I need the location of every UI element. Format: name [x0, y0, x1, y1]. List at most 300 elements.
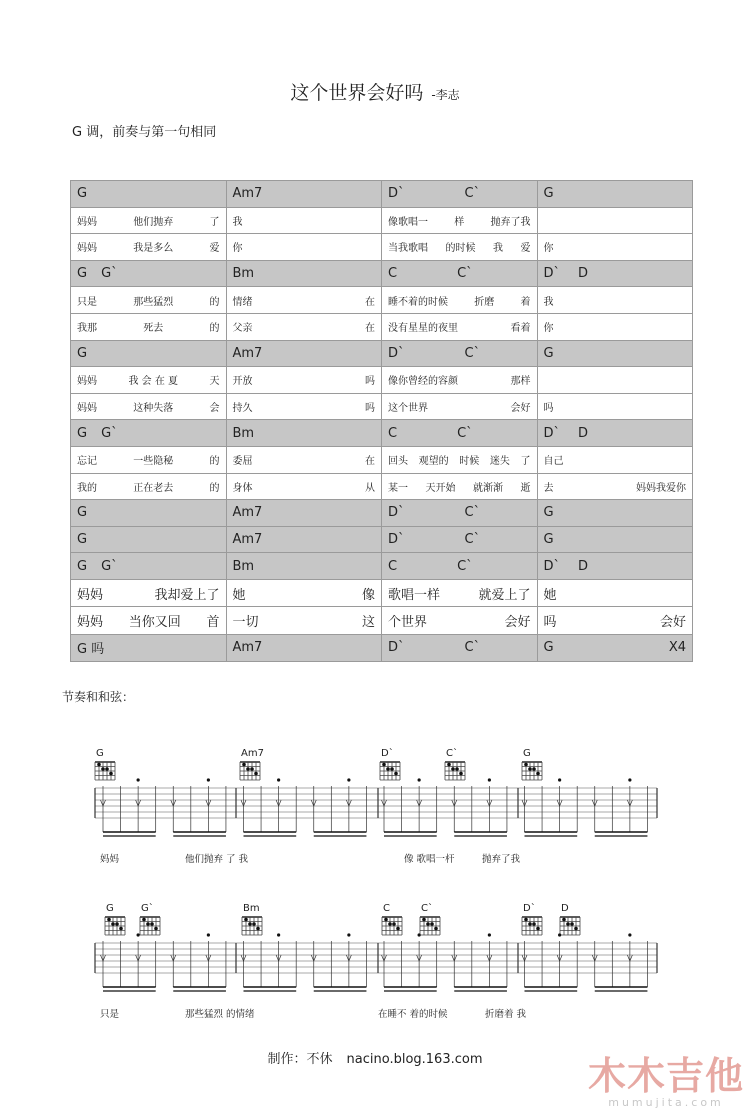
lyric-text: 你 — [543, 323, 554, 335]
table-cell — [537, 340, 693, 367]
lyric-row — [71, 446, 693, 473]
table-cell — [226, 393, 382, 420]
chord-diagram-icon — [140, 917, 160, 935]
table-cell — [382, 313, 538, 340]
lyric-text: 歌唱一样 — [388, 587, 441, 603]
lyric-row — [71, 287, 693, 314]
blog-url[interactable]: nacino.blog.163.com — [346, 1052, 483, 1067]
table-cell — [537, 473, 693, 500]
finger-dot — [394, 772, 398, 776]
lyric-text: 在 — [365, 456, 375, 468]
chord-label: C` — [457, 558, 473, 574]
key-note: G 调，前奏与第一句相同 — [72, 125, 217, 140]
watermark-logo — [586, 1056, 746, 1109]
cell-content — [544, 426, 687, 441]
chord-label: G — [543, 532, 554, 548]
accent-dot — [277, 778, 280, 781]
cell-content — [233, 559, 376, 574]
accent-dot — [558, 933, 561, 936]
chord-diagram-icon — [445, 762, 465, 780]
chord-diagram-label: G — [106, 903, 114, 914]
cell-content — [77, 346, 220, 361]
table-cell — [537, 393, 693, 420]
finger-dot — [528, 922, 532, 926]
accent-dot — [628, 933, 631, 936]
cell-content — [388, 426, 531, 441]
table-cell — [382, 260, 538, 287]
lyric-text: 的 — [209, 296, 220, 308]
lyric-text: 像歌唱一 — [388, 216, 428, 228]
lyric-text: 妈妈 — [77, 615, 104, 631]
cell-content — [388, 186, 531, 201]
finger-dot — [256, 927, 260, 931]
chord-label: Bm — [232, 425, 255, 441]
cell-content — [544, 611, 687, 630]
table-cell — [226, 313, 382, 340]
lyric-text: 了 — [520, 456, 531, 468]
lyric-row — [71, 313, 693, 340]
table-cell — [382, 207, 538, 234]
table-cell — [226, 446, 382, 473]
lyric-row — [71, 607, 693, 635]
lyric-text: 当你又回 — [128, 615, 181, 631]
finger-dot — [248, 922, 252, 926]
lyric-text: 我 — [493, 243, 503, 255]
lyric-text: 她 — [232, 587, 246, 603]
table-cell — [382, 340, 538, 367]
cell-content — [388, 559, 531, 574]
lyric-text: 这 — [361, 615, 375, 631]
cell-content — [233, 186, 376, 201]
accent-dot — [137, 933, 140, 936]
finger-dot — [532, 922, 536, 926]
lyric-text: 去 — [543, 482, 554, 494]
cell-content — [233, 293, 376, 308]
finger-dot — [150, 922, 154, 926]
lyric-text: 委屈 — [232, 456, 253, 468]
lyric-text: 正在老去 — [133, 482, 174, 494]
table-cell — [226, 367, 382, 394]
chord-row — [71, 553, 693, 580]
table-cell — [382, 473, 538, 500]
table-cell — [71, 207, 227, 234]
cell-content — [233, 452, 376, 467]
table-cell — [226, 340, 382, 367]
lyric-text: 爱 — [520, 243, 531, 255]
chord-label: G — [77, 345, 88, 361]
chord-label: G` — [101, 425, 118, 441]
chord-diagram-label: G — [96, 748, 104, 759]
chord-label: G 吗 — [77, 642, 105, 658]
chord-label: Am7 — [232, 640, 263, 656]
lyric-text: 睡不着的时候 — [388, 296, 448, 308]
chord-label: G — [77, 186, 88, 202]
lyric-text: 爱 — [209, 243, 220, 255]
table-cell — [226, 473, 382, 500]
lyric-text: 这个世界 — [388, 403, 428, 415]
table-cell — [537, 313, 693, 340]
accent-dot — [207, 933, 210, 936]
cell-content — [233, 611, 376, 630]
chord-lyric-table — [70, 180, 693, 662]
cell-content — [388, 640, 531, 655]
chord-label: G — [77, 505, 88, 521]
chord-label: G — [543, 345, 554, 361]
chord-label: C` — [457, 425, 473, 441]
lyric-text: 在 — [365, 296, 375, 308]
cell-content — [233, 346, 376, 361]
chord-row — [71, 500, 693, 527]
accent-dot — [207, 778, 210, 781]
lyric-text: 持久 — [232, 403, 253, 415]
chord-label: D` — [543, 266, 561, 282]
lyric-text: 的 — [209, 323, 220, 335]
table-cell — [382, 393, 538, 420]
finger-dot — [430, 922, 434, 926]
lyric-text: 的 — [209, 456, 220, 468]
chord-diagram-label: C` — [446, 748, 458, 759]
table-cell — [71, 500, 227, 527]
lyric-text: 折磨 — [474, 296, 495, 308]
finger-dot — [250, 767, 254, 771]
lyric-text: 一切 — [232, 615, 259, 631]
cell-content — [233, 213, 376, 228]
finger-dot — [101, 767, 105, 771]
table-cell — [226, 579, 382, 607]
cell-content — [233, 584, 376, 603]
table-cell — [226, 260, 382, 287]
table-cell — [226, 420, 382, 447]
lyric-text: 我 — [543, 296, 554, 308]
chord-diagram-label: G` — [141, 903, 154, 914]
accent-dot — [628, 778, 631, 781]
lyric-text: 了 — [209, 216, 220, 228]
chord-diagram-icon — [380, 762, 400, 780]
lyric-text: 吗 — [365, 376, 375, 388]
cell-content — [544, 266, 687, 281]
finger-dot — [97, 763, 101, 767]
cell-content — [77, 372, 220, 387]
finger-dot — [111, 922, 115, 926]
finger-dot — [396, 927, 400, 931]
table-cell — [71, 553, 227, 580]
lyric-text: 自己 — [543, 456, 564, 468]
chord-row — [71, 634, 693, 661]
chord-label: G — [77, 266, 88, 282]
cell-content — [544, 505, 687, 520]
table-cell — [382, 367, 538, 394]
rhythm-system-2 — [0, 895, 750, 1039]
finger-dot — [574, 927, 578, 931]
chord-diagram-icon — [522, 762, 542, 780]
table-cell — [537, 287, 693, 314]
finger-dot — [105, 767, 109, 771]
lyric-text: 首 — [206, 615, 220, 631]
cell-content — [544, 479, 687, 494]
lyric-text: 当我歌唱 — [388, 243, 428, 255]
rhythm-lyric: 抛弃了我 — [482, 854, 521, 865]
table-cell — [71, 234, 227, 261]
cell-content — [77, 638, 220, 657]
chord-row — [71, 526, 693, 553]
table-cell — [71, 526, 227, 553]
table-cell — [382, 526, 538, 553]
finger-dot — [115, 922, 119, 926]
cell-content — [233, 532, 376, 547]
table-cell — [71, 313, 227, 340]
cell-content — [388, 399, 531, 414]
lyric-text: 我的 — [77, 482, 97, 494]
cell-content — [544, 559, 687, 574]
rhythm-system-1 — [0, 740, 750, 884]
chord-row — [71, 260, 693, 287]
cell-content — [233, 266, 376, 281]
table-cell — [382, 500, 538, 527]
accent-dot — [558, 778, 561, 781]
chord-diagram-label: C` — [421, 903, 433, 914]
lyric-text: 你 — [232, 243, 243, 255]
lyric-row — [71, 393, 693, 420]
lyric-text: 像你曾经的容颜 — [388, 376, 458, 388]
table-cell — [71, 420, 227, 447]
chord-label: G — [543, 640, 554, 656]
lyric-text: 就渐渐 — [473, 482, 503, 494]
finger-dot — [528, 767, 532, 771]
cell-content — [77, 505, 220, 520]
lyric-text: 身体 — [232, 482, 253, 494]
cell-content — [544, 346, 687, 361]
chord-label: C — [388, 558, 398, 574]
table-cell — [537, 260, 693, 287]
accent-dot — [277, 933, 280, 936]
lyric-text: 那样 — [510, 376, 531, 388]
lyric-text: 会好 — [659, 615, 686, 631]
finger-dot — [146, 922, 150, 926]
chord-label: D` — [388, 345, 405, 361]
finger-dot — [566, 922, 570, 926]
cell-content — [77, 186, 220, 201]
lyric-text: 妈妈 — [77, 587, 104, 603]
cell-content — [77, 532, 220, 547]
cell-content — [77, 213, 220, 228]
finger-dot — [109, 772, 113, 776]
cell-content — [233, 372, 376, 387]
chord-row — [71, 181, 693, 208]
table-cell — [71, 340, 227, 367]
lyric-text: 一些隐秘 — [133, 456, 174, 468]
lyric-row — [71, 473, 693, 500]
chord-diagram-label: D` — [523, 903, 536, 914]
lyric-text: 吗 — [543, 403, 554, 415]
finger-dot — [386, 767, 390, 771]
rhythm-lyric: 那些猛烈 的情绪 — [185, 1009, 255, 1020]
chord-label: C` — [464, 640, 481, 656]
finger-dot — [536, 772, 540, 776]
finger-dot — [536, 927, 540, 931]
cell-content — [388, 611, 531, 630]
finger-dot — [390, 767, 394, 771]
lyric-text: 在 — [365, 323, 375, 335]
cell-content — [77, 319, 220, 334]
table-cell — [537, 553, 693, 580]
cell-content — [77, 293, 220, 308]
lyric-text: 会 — [209, 403, 220, 415]
rhythm-lyric: 只是 — [100, 1009, 120, 1020]
chord-diagram-label: Bm — [243, 903, 260, 914]
chord-label: C` — [464, 345, 481, 361]
lyric-text: 没有星星的夜里 — [388, 323, 458, 335]
chord-label: D` — [543, 558, 561, 574]
finger-dot — [392, 922, 396, 926]
lyric-text: 我却爱上了 — [154, 587, 220, 603]
chord-label: D` — [388, 640, 405, 656]
lyric-row — [71, 234, 693, 261]
table-cell — [71, 473, 227, 500]
lyric-text: 我 会 在 夏 — [128, 376, 179, 388]
lyric-text: 天 — [209, 376, 220, 388]
lyric-text: 就爱上了 — [478, 587, 531, 603]
cell-content — [544, 293, 687, 308]
lyric-text: 会好 — [510, 403, 531, 415]
finger-dot — [107, 918, 111, 922]
chord-label: D` — [388, 532, 405, 548]
lyric-text: 逝 — [520, 482, 531, 494]
table-cell — [226, 287, 382, 314]
lyric-row — [71, 207, 693, 234]
chord-diagram-icon — [95, 762, 115, 780]
table-cell — [71, 287, 227, 314]
chord-row — [71, 420, 693, 447]
cell-content — [388, 532, 531, 547]
cell-content — [544, 584, 687, 603]
lyric-text: 她 — [543, 587, 557, 603]
rhythm-staff-1 — [0, 740, 750, 880]
finger-dot — [244, 918, 248, 922]
lyric-text: 看着 — [510, 323, 531, 335]
chord-label: G — [543, 505, 554, 521]
table-cell — [537, 234, 693, 261]
table-cell — [71, 579, 227, 607]
chord-label: C` — [464, 532, 481, 548]
chord-diagram-icon — [242, 917, 262, 935]
chord-label: D` — [388, 505, 405, 521]
rhythm-lyric: 他们抛弃 了 我 — [185, 854, 249, 865]
finger-dot — [242, 763, 246, 767]
cell-content — [544, 640, 687, 655]
accent-dot — [418, 778, 421, 781]
artist-name: -李志 — [431, 88, 460, 102]
chord-label: G — [543, 186, 554, 202]
lyric-text: 只是 — [77, 296, 97, 308]
table-cell — [382, 287, 538, 314]
table-cell — [537, 579, 693, 607]
lyric-text: 个世界 — [388, 615, 428, 631]
table-cell — [71, 607, 227, 635]
chord-label: D` — [388, 186, 405, 202]
lyric-text: 他们抛弃 — [133, 216, 174, 228]
lyric-text: 像 — [361, 587, 375, 603]
finger-dot — [382, 763, 386, 767]
chord-label: X4 — [668, 640, 686, 656]
table-cell — [226, 234, 382, 261]
chord-label: G — [77, 425, 88, 441]
finger-dot — [570, 922, 574, 926]
finger-dot — [254, 772, 258, 776]
rhythm-lyric: 折磨着 我 — [485, 1009, 527, 1020]
table-cell — [226, 634, 382, 661]
chord-label: C` — [464, 505, 481, 521]
table-cell — [537, 181, 693, 208]
table-cell — [226, 526, 382, 553]
rhythm-lyric: 在睡不 着的时候 — [378, 1009, 448, 1020]
lyric-text: 的时候 — [445, 243, 476, 255]
cell-content — [544, 186, 687, 201]
finger-dot — [246, 767, 250, 771]
table-cell — [537, 367, 693, 394]
finger-dot — [119, 927, 123, 931]
cell-content — [544, 532, 687, 547]
cell-content — [233, 426, 376, 441]
chord-diagram-icon — [382, 917, 402, 935]
chord-label: Am7 — [232, 345, 263, 361]
watermark-main: 木木吉他 — [587, 1054, 744, 1098]
chord-label: Bm — [232, 266, 255, 282]
cell-content — [233, 239, 376, 254]
lyric-text: 开放 — [232, 376, 253, 388]
cell-content — [77, 584, 220, 603]
author-credit: 制作：不休 — [267, 1052, 333, 1067]
accent-dot — [137, 778, 140, 781]
chord-diagram-icon — [420, 917, 440, 935]
table-cell — [71, 181, 227, 208]
lyric-text: 父亲 — [232, 323, 253, 335]
cell-content — [544, 239, 687, 254]
table-cell — [226, 607, 382, 635]
finger-dot — [455, 767, 459, 771]
cell-content — [544, 399, 687, 414]
chord-label: C — [388, 425, 398, 441]
rhythm-label: 节奏和和弦： — [62, 690, 135, 704]
lyric-text: 某一 — [388, 482, 408, 494]
lyric-text: 的 — [209, 482, 220, 494]
cell-content — [388, 213, 531, 228]
table-cell — [537, 500, 693, 527]
accent-dot — [488, 778, 491, 781]
cell-content — [233, 505, 376, 520]
table-cell — [226, 553, 382, 580]
lyric-text: 妈妈 — [77, 216, 97, 228]
title-text: 这个世界会好吗 — [290, 82, 424, 104]
lyric-text: 吗 — [365, 403, 375, 415]
lyric-text: 着 — [520, 296, 531, 308]
chord-label: Bm — [232, 558, 255, 574]
finger-dot — [252, 922, 256, 926]
finger-dot — [562, 918, 566, 922]
accent-dot — [347, 778, 350, 781]
table-cell — [382, 446, 538, 473]
lyric-text: 死去 — [143, 323, 164, 335]
table-cell — [226, 500, 382, 527]
chord-diagram-label: Am7 — [241, 748, 264, 759]
chord-label: C` — [464, 186, 481, 202]
finger-dot — [434, 927, 438, 931]
cell-content — [77, 452, 220, 467]
chord-label: D — [578, 558, 589, 574]
lyric-text: 你 — [543, 243, 554, 255]
rhythm-lyric: 妈妈 — [100, 854, 120, 865]
chord-label: D` — [543, 425, 561, 441]
chord-label: Am7 — [232, 505, 263, 521]
